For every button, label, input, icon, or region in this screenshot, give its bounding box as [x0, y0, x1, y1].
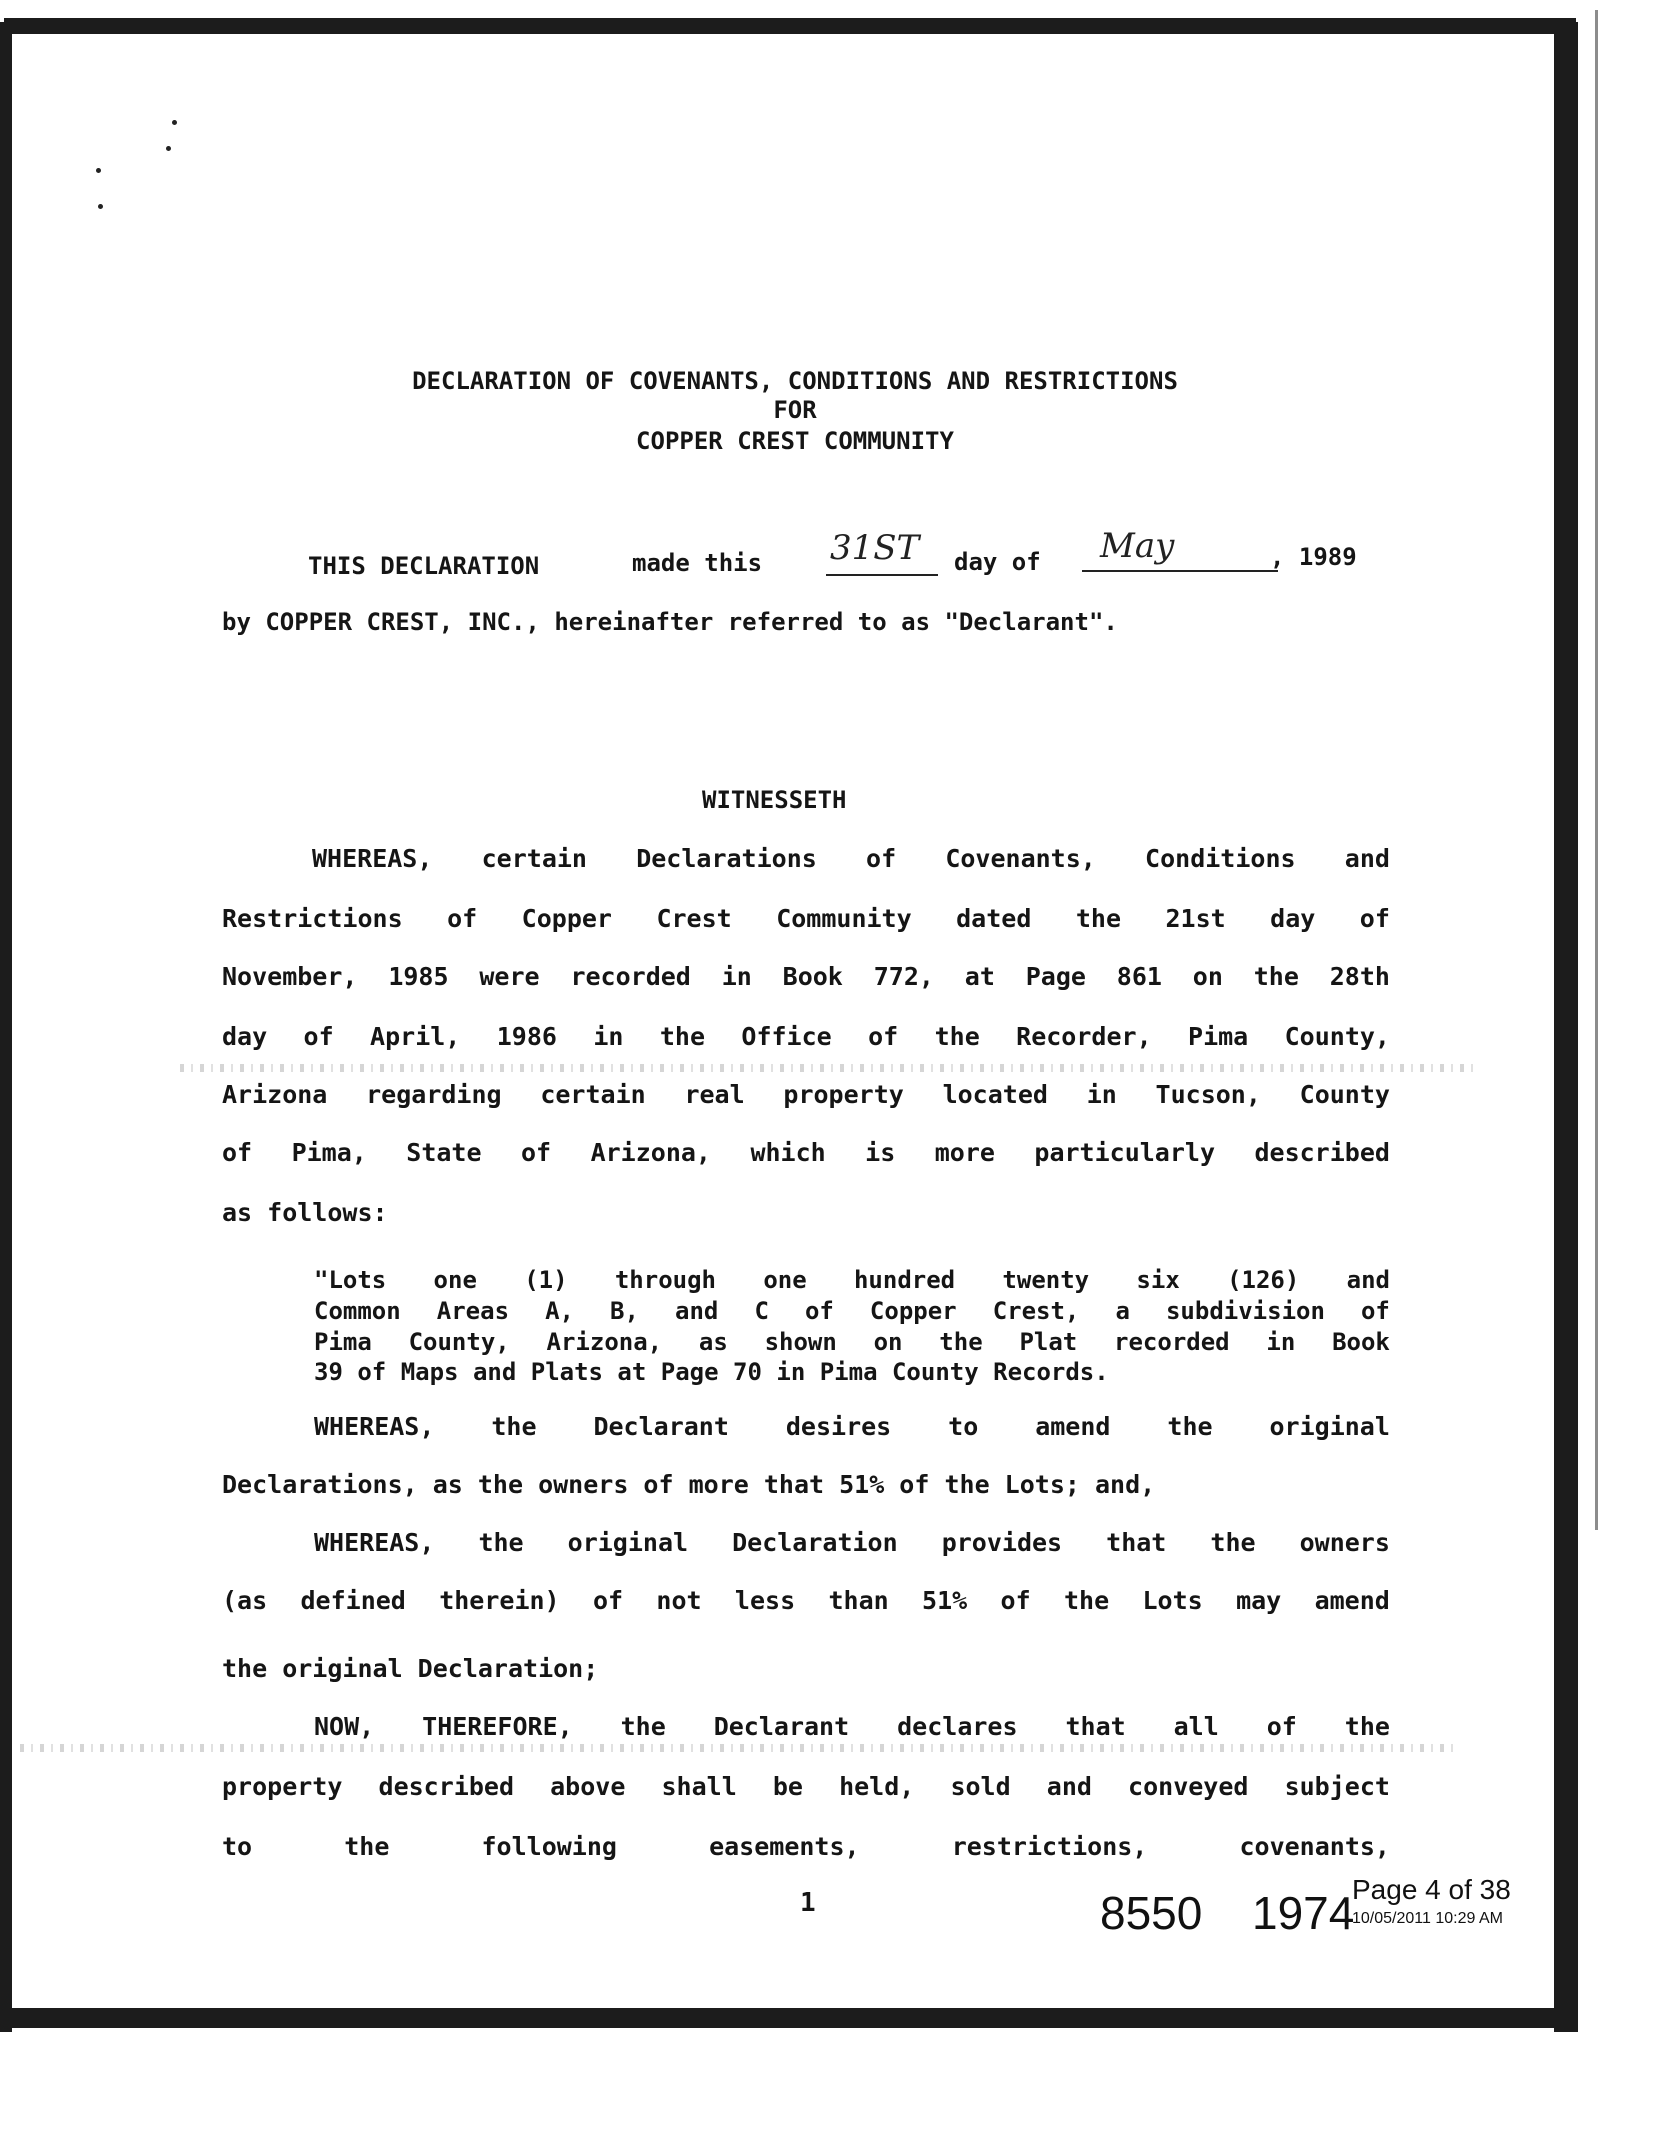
intro-day-of: day of: [954, 548, 1041, 576]
document-title: DECLARATION OF COVENANTS, CONDITIONS AND RESTRICTIONS: [412, 367, 1178, 395]
paragraph-line: Declarations, as the owners of more that 51% of the Lots; and,: [222, 1470, 1156, 1499]
scan-border-left: [0, 22, 12, 2032]
intro-declarant: by COPPER CREST, INC., hereinafter referred to as "Declarant".: [222, 608, 1118, 636]
paragraph-line: to the following easements, restrictions, covenants,: [222, 1832, 1390, 1861]
intro-year: , 1989: [1270, 543, 1357, 571]
document-title-for: FOR: [773, 396, 817, 424]
paragraph-line: of Pima, State of Arizona, which is more particularly described: [222, 1138, 1390, 1167]
paragraph-line: WHEREAS, the Declarant desires to amend the original: [314, 1412, 1390, 1441]
handwritten-month: May: [1100, 526, 1175, 566]
document-title-community: COPPER CREST COMMUNITY: [636, 427, 954, 455]
scan-speck: [96, 168, 101, 173]
legal-line: Common Areas A, B, and C of Copper Crest, a subdivision of: [314, 1297, 1390, 1325]
intro-lead: THIS DECLARATION: [308, 552, 540, 580]
scan-speck: [172, 120, 177, 125]
paragraph-line: Restrictions of Copper Crest Community dated the 21st day of: [222, 904, 1390, 933]
paragraph-line: WHEREAS, certain Declarations of Covenants, Conditions and: [312, 844, 1390, 873]
legal-line: Pima County, Arizona, as shown on the Plat recorded in Book: [314, 1328, 1390, 1356]
page-number: 1: [800, 1888, 816, 1918]
paragraph-line: NOW, THEREFORE, the Declarant declares that all of the: [314, 1712, 1390, 1741]
intro-made-this: made this: [632, 549, 763, 577]
scan-speck: [166, 146, 171, 151]
recording-docket: 8550: [1100, 1887, 1203, 1939]
paragraph-line: the original Declaration;: [222, 1654, 599, 1683]
scan-border-bottom: [4, 2008, 1578, 2028]
paragraph-line: property described above shall be held, sold and conveyed subject: [222, 1772, 1390, 1801]
scan-speck: [98, 204, 103, 209]
scan-border-right: [1554, 22, 1578, 2032]
paragraph-line: Arizona regarding certain real property located in Tucson, County: [222, 1080, 1390, 1109]
page-of-indicator: Page 4 of 38: [1352, 1874, 1511, 1905]
handwritten-day: 31ST: [830, 528, 920, 568]
paragraph-line: (as defined therein) of not less than 51% of the Lots may amend: [222, 1586, 1390, 1615]
paragraph-line: as follows:: [222, 1198, 388, 1227]
print-timestamp: 10/05/2011 10:29 AM: [1352, 1910, 1503, 1927]
witnesseth-heading: WITNESSETH: [702, 786, 847, 814]
scan-noise-band: [20, 1744, 1460, 1752]
recording-page: 1974: [1252, 1887, 1355, 1939]
paragraph-line: WHEREAS, the original Declaration provides that the owners: [314, 1528, 1390, 1557]
scan-edge-line: [1595, 10, 1598, 1530]
paragraph-line: November, 1985 were recorded in Book 772, at Page 861 on the 28th: [222, 962, 1390, 991]
scan-noise-band: [180, 1064, 1480, 1072]
scan-border-top: [4, 18, 1576, 34]
legal-line: 39 of Maps and Plats at Page 70 in Pima County Records.: [314, 1358, 1109, 1386]
day-underline: [826, 574, 938, 576]
paragraph-line: day of April, 1986 in the Office of the Recorder, Pima County,: [222, 1022, 1390, 1051]
legal-line: "Lots one (1) through one hundred twenty six (126) and: [314, 1266, 1390, 1294]
month-underline: [1082, 570, 1278, 572]
